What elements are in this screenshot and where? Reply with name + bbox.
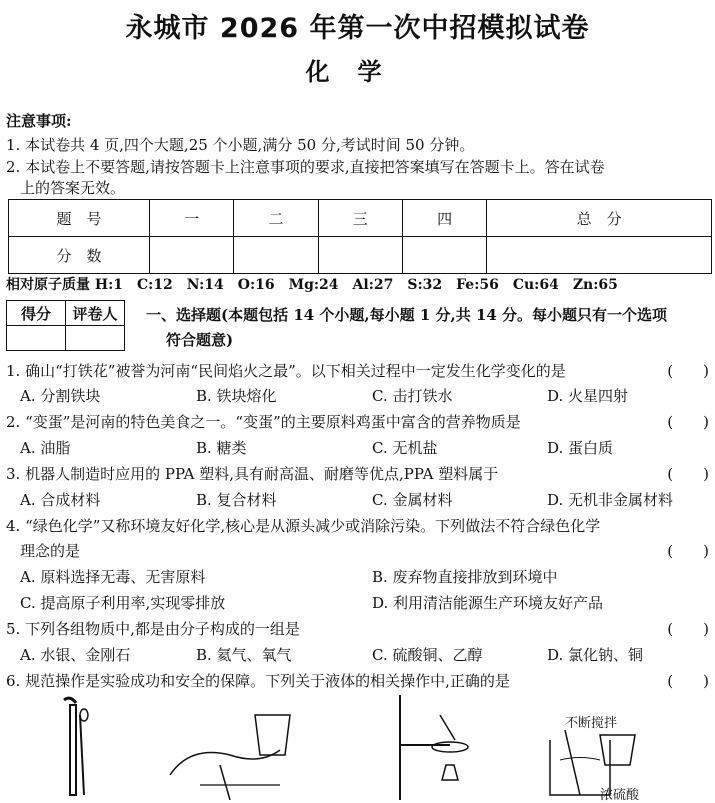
answer-paren: ( ) [667,620,709,638]
option: C. 金属材料 [372,491,453,509]
question-stem: 2. “变蛋”是河南的特色美食之一。“变蛋”的主要原料鸡蛋中富含的营养物质是 [6,413,521,431]
option: B. 氦气、氧气 [196,646,292,664]
score-table-header: 题 号 [9,200,150,237]
score-cell [150,237,234,274]
option: D. 氯化钠、铜 [547,646,644,664]
option: C. 提高原子利用率,实现零排放 [20,594,226,612]
option: C. 无机盐 [372,439,438,457]
option: A. 水银、金刚石 [20,646,131,664]
question-stem: 1. 确山“打铁花”被誉为河南“民间焰火之最”。以下相关过程中一定发生化学变化的是 [6,362,566,380]
score-table-header: 三 [318,200,402,237]
score-table-header: 二 [234,200,318,237]
section-1-title [146,303,711,353]
figure-b-pouring-liquid [160,695,310,800]
atomic-mass: 相对原子质量 H:1 C:12 N:14 O:16 Mg:24 Al:27 S:32 Fe:56 Cu:64 Zn:65 [6,277,618,293]
question-stem: 6. 规范操作是实验成功和安全的保障。下列关于液体的相关操作中,正确的是 [6,672,510,690]
score-cell [234,237,318,274]
notice-item-2: 2. 本试卷上不要答题,请按答题卡上注意事项的要求,直接把答案填写在答题卡上。答在试卷 [6,158,605,176]
section-1-title-line1: 一、选择题(本题包括 14 个小题,每小题 1 分,共 14 分。每小题只有一个选项 [146,306,668,324]
grader-name-cell [66,326,125,351]
question-stem-cont: 理念的是 [20,542,81,560]
question-stem: 4. “绿色化学”又称环境友好化学,核心是从源头减少或消除污染。下列做法不符合绿色化学 [6,517,601,535]
score-row-label: 分 数 [9,237,150,274]
option: C. 击打铁水 [372,387,453,405]
score-table [8,199,712,274]
option: A. 油脂 [20,439,71,457]
score-cell [487,237,712,274]
figure-a-test-tube [50,695,130,800]
option: A. 分割铁块 [20,387,101,405]
score-table-header: 一 [150,200,234,237]
score-cell [402,237,486,274]
notice-item-2-cont: 上的答案无效。 [20,179,126,197]
option: D. 利用清洁能源生产环境友好产品 [372,594,604,612]
grader-box [6,300,125,351]
figure-d-bottom-label: 浓硫酸 [600,788,640,803]
option: B. 复合材料 [196,491,277,509]
figure-d-label: 不断搅拌 [565,716,618,731]
grader-name-label: 评卷人 [66,301,125,326]
grader-score-cell [7,326,66,351]
option: C. 硫酸铜、乙醇 [372,646,483,664]
section-1-title-line2: 符合题意) [166,331,234,349]
answer-paren: ( ) [667,542,709,560]
figure-c-heating-evaporation [380,695,490,800]
exam-subject: 化学 [305,58,410,86]
option: D. 蛋白质 [547,439,614,457]
notice-heading: 注意事项: [6,112,72,130]
answer-paren: ( ) [667,362,709,380]
grader-score-label: 得分 [7,301,66,326]
option: A. 原料选择无毒、无害原料 [20,568,206,586]
question-stem: 5. 下列各组物质中,都是由分子构成的一组是 [6,620,300,638]
answer-paren: ( ) [667,465,709,483]
option: D. 火星四射 [547,387,629,405]
answer-paren: ( ) [667,413,709,431]
score-table-header: 四 [402,200,486,237]
option: B. 铁块熔化 [196,387,277,405]
exam-title: 永城市 2026 年第一次中招模拟试卷 [125,13,590,44]
option: D. 无机非金属材料 [547,491,674,509]
option: B. 废弃物直接排放到环境中 [372,568,558,586]
score-cell [318,237,402,274]
question-stem: 3. 机器人制造时应用的 PPA 塑料,具有耐高温、耐磨等优点,PPA 塑料属于 [6,465,499,483]
notice-item-1: 1. 本试卷共 4 页,四个大题,25 个小题,满分 50 分,考试时间 50 分钟。 [6,136,475,154]
answer-paren: ( ) [667,672,709,690]
option: B. 糖类 [196,439,247,457]
option: A. 合成材料 [20,491,101,509]
score-table-header: 总 分 [487,200,712,237]
